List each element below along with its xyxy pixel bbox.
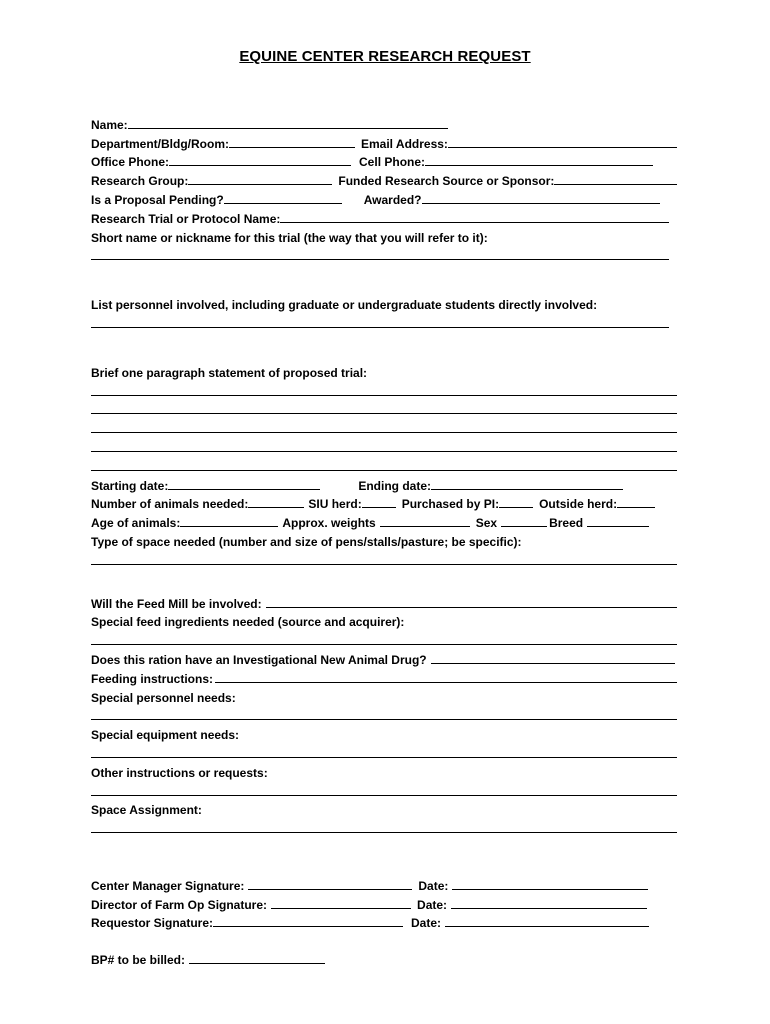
breed-label: Breed <box>549 516 584 531</box>
personnel-row <box>91 293 679 312</box>
date-label: Date: <box>411 916 442 931</box>
inad-field[interactable] <box>431 663 675 664</box>
inad-row <box>91 648 679 667</box>
name-label: Name: <box>91 117 128 132</box>
department-row <box>91 132 679 151</box>
research-group-label: Research Group: <box>91 174 189 189</box>
special-personnel-field[interactable] <box>91 719 677 720</box>
age-row <box>91 511 679 530</box>
statement-row <box>91 361 679 380</box>
research-group-row <box>91 169 679 188</box>
feed-mill-row <box>91 592 679 611</box>
siu-herd-field[interactable] <box>362 507 396 508</box>
special-personnel-label: Special personnel needs: <box>91 690 236 705</box>
short-name-row <box>91 226 679 245</box>
space-assignment-row <box>91 799 679 818</box>
center-manager-signature-field[interactable] <box>248 889 412 890</box>
statement-label: Brief one paragraph statement of proposed trial: <box>91 365 368 380</box>
special-feed-field[interactable] <box>91 644 677 645</box>
cell-phone-label: Cell Phone: <box>359 155 426 170</box>
dates-row <box>91 474 679 493</box>
feeding-instructions-field[interactable] <box>215 682 677 683</box>
other-instructions-line-row <box>91 780 679 799</box>
statement-field-line[interactable] <box>91 413 677 414</box>
center-manager-date-field[interactable] <box>452 889 648 890</box>
special-equipment-row <box>91 723 679 742</box>
requestor-signature-field[interactable] <box>213 926 403 927</box>
feed-mill-field[interactable] <box>266 607 677 608</box>
outside-herd-label: Outside herd: <box>539 497 618 512</box>
space-type-field[interactable] <box>91 564 677 565</box>
requestor-signature-label: Requestor Signature: <box>91 916 214 931</box>
special-personnel-line-row <box>91 705 679 724</box>
director-signature-label: Director of Farm Op Signature: <box>91 897 268 912</box>
special-equipment-line-row <box>91 742 679 761</box>
animals-row <box>91 493 679 512</box>
purchased-by-pi-field[interactable] <box>499 507 533 508</box>
center-manager-row <box>91 874 679 893</box>
date-label: Date: <box>417 897 448 912</box>
director-date-field[interactable] <box>451 908 647 909</box>
special-feed-label: Special feed ingredients needed (source and acquirer): <box>91 615 405 630</box>
other-instructions-row <box>91 761 679 780</box>
proposal-pending-field[interactable] <box>224 203 342 204</box>
trial-name-field[interactable] <box>280 222 669 223</box>
funded-source-field[interactable] <box>554 184 677 185</box>
director-signature-field[interactable] <box>271 908 411 909</box>
age-animals-label: Age of animals: <box>91 516 181 531</box>
personnel-field[interactable] <box>91 327 669 328</box>
bp-row <box>91 948 679 967</box>
center-manager-signature-label: Center Manager Signature: <box>91 878 245 893</box>
special-feed-line-row <box>91 629 679 648</box>
feeding-instructions-label: Feeding instructions: <box>91 671 214 686</box>
research-group-field[interactable] <box>188 184 332 185</box>
bp-label: BP# to be billed: <box>91 953 186 968</box>
sex-label: Sex <box>475 516 498 531</box>
date-label: Date: <box>418 878 449 893</box>
outside-herd-field[interactable] <box>617 507 655 508</box>
statement-field-line[interactable] <box>91 432 677 433</box>
approx-weights-label: Approx. weights <box>282 516 376 531</box>
proposal-pending-label: Is a Proposal Pending? <box>91 192 224 207</box>
statement-field-line[interactable] <box>91 451 677 452</box>
short-name-label: Short name or nickname for this trial (the way that you will refer to it): <box>91 230 488 245</box>
awarded-label: Awarded? <box>363 192 422 207</box>
feeding-instructions-row <box>91 667 679 686</box>
personnel-label: List personnel involved, including graduate or undergraduate students directly involved: <box>91 298 598 313</box>
phone-row <box>91 151 679 170</box>
sex-field[interactable] <box>501 526 547 527</box>
approx-weights-field[interactable] <box>380 526 470 527</box>
statement-line-row <box>91 417 679 436</box>
ending-date-field[interactable] <box>431 489 623 490</box>
email-field[interactable] <box>448 147 677 148</box>
space-type-line-row <box>91 549 679 568</box>
form-title: EQUINE CENTER RESEARCH REQUEST <box>239 48 531 65</box>
requestor-row <box>91 912 679 931</box>
department-field[interactable] <box>229 147 355 148</box>
email-label: Email Address: <box>361 136 448 151</box>
statement-line-row <box>91 380 679 399</box>
office-phone-field[interactable] <box>169 165 351 166</box>
space-assignment-field[interactable] <box>91 832 677 833</box>
space-type-row <box>91 530 679 549</box>
proposal-row <box>91 188 679 207</box>
trial-name-row <box>91 207 679 226</box>
short-name-line-row <box>91 245 679 264</box>
starting-date-field[interactable] <box>168 489 320 490</box>
awarded-field[interactable] <box>422 203 660 204</box>
special-feed-row <box>91 611 679 630</box>
personnel-line-row <box>91 312 679 331</box>
age-animals-field[interactable] <box>180 526 278 527</box>
inad-label: Does this ration have an Investigational New Animal Drug? <box>91 652 427 667</box>
other-instructions-field[interactable] <box>91 795 677 796</box>
ending-date-label: Ending date: <box>358 478 432 493</box>
space-assignment-line-row <box>91 817 679 836</box>
statement-line-row <box>91 436 679 455</box>
space-type-label: Type of space needed (number and size of pens/stalls/pasture; be specific): <box>91 534 522 549</box>
special-equipment-label: Special equipment needs: <box>91 728 240 743</box>
num-animals-field[interactable] <box>248 507 304 508</box>
requestor-date-field[interactable] <box>445 926 649 927</box>
special-equipment-field[interactable] <box>91 757 677 758</box>
office-phone-label: Office Phone: <box>91 155 170 170</box>
director-row <box>91 893 679 912</box>
purchased-by-pi-label: Purchased by PI: <box>401 497 500 512</box>
statement-field-line[interactable] <box>91 470 677 471</box>
statement-line-row <box>91 455 679 474</box>
name-field[interactable] <box>128 128 448 129</box>
other-instructions-label: Other instructions or requests: <box>91 765 268 780</box>
space-assignment-label: Space Assignment: <box>91 803 202 818</box>
siu-herd-label: SIU herd: <box>308 497 362 512</box>
feed-mill-label: Will the Feed Mill be involved: <box>91 596 262 611</box>
num-animals-label: Number of animals needed: <box>91 497 249 512</box>
cell-phone-field[interactable] <box>425 165 653 166</box>
short-name-field[interactable] <box>91 259 669 260</box>
breed-field[interactable] <box>587 526 649 527</box>
trial-name-label: Research Trial or Protocol Name: <box>91 211 281 226</box>
name-row <box>91 113 679 132</box>
research-request-form <box>91 113 679 967</box>
bp-field[interactable] <box>189 963 325 964</box>
special-personnel-row <box>91 686 679 705</box>
starting-date-label: Starting date: <box>91 478 169 493</box>
funded-source-label: Funded Research Source or Sponsor: <box>338 174 555 189</box>
statement-line-row <box>91 399 679 418</box>
statement-field-line[interactable] <box>91 395 677 396</box>
department-label: Department/Bldg/Room: <box>91 136 229 151</box>
